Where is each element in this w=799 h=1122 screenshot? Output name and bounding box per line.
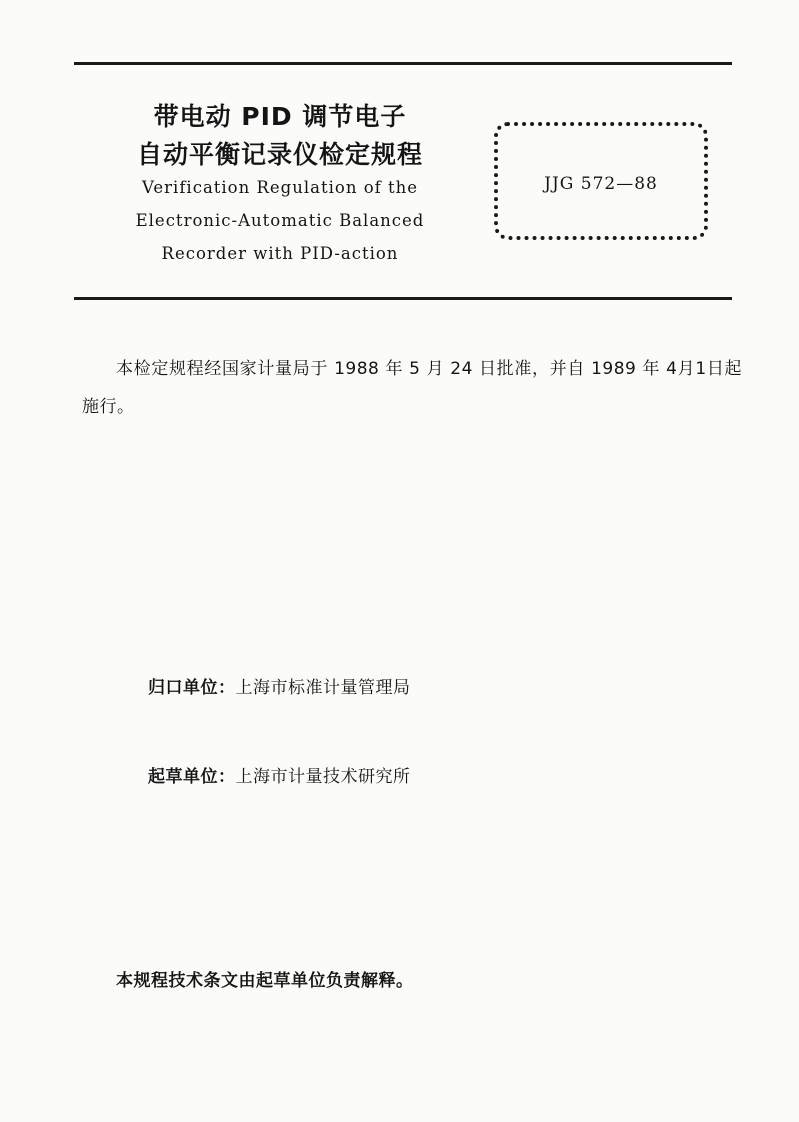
title-chinese-line-2: 自动平衡记录仪检定规程 (136, 140, 423, 169)
regulation-code-box (494, 122, 708, 240)
title-english-line-2: Electronic-Automatic Balanced (135, 211, 425, 230)
bottom-rule (74, 297, 732, 300)
title-english-line-1: Verification Regulation of the (141, 178, 419, 197)
drafting-unit-line (148, 762, 411, 787)
drafting-unit-label: 起草单位： (148, 767, 236, 787)
title-english-line-3: Recorder with PID-action (161, 244, 399, 263)
responsible-unit-value: 上海市标准计量管理局 (235, 678, 411, 698)
top-rule (74, 62, 732, 65)
drafting-unit-value: 上海市计量技术研究所 (235, 767, 411, 787)
responsible-unit-label: 归口单位： (148, 678, 236, 698)
regulation-code: JJG 572—88 (544, 174, 658, 194)
responsible-unit-line (148, 673, 411, 698)
approval-paragraph: 本检定规程经国家计量局于 1988 年 5 月 24 日批准，并自 1989 年 4月1日起施行。 (82, 359, 742, 417)
interpretation-note: 本规程技术条文由起草单位负责解释。 (116, 971, 414, 991)
title-chinese-line-1: 带电动 PID 调节电子 (153, 102, 407, 131)
